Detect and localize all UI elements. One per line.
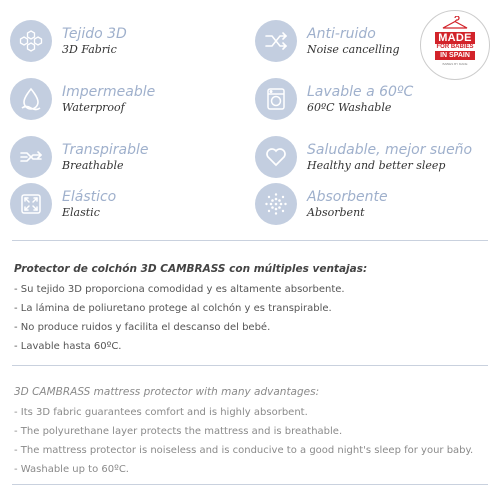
feature-saludable xyxy=(255,136,472,178)
feature-transpirable xyxy=(10,136,148,178)
feature-subtitle: 3D Fabric xyxy=(62,42,117,56)
washing-machine-icon xyxy=(255,78,297,120)
english-line: - The polyurethane layer protects the mattress and is breathable. xyxy=(14,426,343,437)
spanish-line: - Su tejido 3D proporciona comodidad y es altamente absorbente. xyxy=(14,284,345,295)
made-in-spain-badge xyxy=(420,10,490,80)
divider xyxy=(12,240,488,241)
divider xyxy=(12,484,488,485)
feature-subtitle: Breathable xyxy=(62,158,124,172)
feature-title: Impermeable xyxy=(62,83,156,100)
english-line: - Its 3D fabric guarantees comfort and is highly absorbent. xyxy=(14,407,308,418)
feature-title: Tejido 3D xyxy=(62,25,127,42)
hanger-icon xyxy=(441,16,469,30)
spanish-line: - Lavable hasta 60ºC. xyxy=(14,341,122,352)
heart-icon xyxy=(255,136,297,178)
spanish-description xyxy=(14,261,488,356)
feature-title: Lavable a 60ºC xyxy=(307,83,414,100)
feature-subtitle: Healthy and better sleep xyxy=(307,158,446,172)
feature-subtitle: Absorbent xyxy=(307,205,365,219)
spanish-line: - La lámina de poliuretano protege al colchón y es transpirable. xyxy=(14,303,332,314)
badge-made: MADE xyxy=(435,32,475,44)
feature-subtitle: Waterproof xyxy=(62,100,125,114)
breathable-arrows-icon xyxy=(10,136,52,178)
badge-for-babies: FOR BABIES xyxy=(436,44,474,50)
feature-title: Transpirable xyxy=(62,141,149,158)
english-heading: 3D CAMBRASS mattress protector with many advantages: xyxy=(14,386,320,398)
feature-impermeable xyxy=(10,78,155,120)
badge-in-spain: IN SPAIN xyxy=(435,51,475,60)
hexagon-mesh-icon xyxy=(10,20,52,62)
feature-anti-ruido xyxy=(255,20,400,62)
english-line: - Washable up to 60ºC. xyxy=(14,464,129,475)
feature-tejido-3d xyxy=(10,20,127,62)
feature-subtitle: Elastic xyxy=(62,205,100,219)
expand-arrows-icon xyxy=(10,183,52,225)
badge-small-print: BABIES BY MADE xyxy=(442,62,468,66)
feature-lavable xyxy=(255,78,413,120)
feature-title: Absorbente xyxy=(307,188,388,205)
feature-subtitle: 60ºC Washable xyxy=(307,100,392,114)
spanish-heading: Protector de colchón 3D CAMBRASS con múltiples ventajas: xyxy=(14,263,368,275)
feature-title: Saludable, mejor sueño xyxy=(307,141,473,158)
english-line: - The mattress protector is noiseless and is conducive to a good night's sleep for your baby. xyxy=(14,445,474,456)
dotted-circle-icon xyxy=(255,183,297,225)
feature-absorbente xyxy=(255,183,388,225)
shuffle-arrows-icon xyxy=(255,20,297,62)
feature-title: Elástico xyxy=(62,188,117,205)
feature-title: Anti-ruido xyxy=(307,25,376,42)
english-description xyxy=(14,384,488,479)
spanish-line: - No produce ruidos y facilita el descanso del bebé. xyxy=(14,322,271,333)
feature-elastico xyxy=(10,183,116,225)
feature-subtitle: Noise cancelling xyxy=(307,42,400,56)
divider xyxy=(12,365,488,366)
water-drop-icon xyxy=(10,78,52,120)
